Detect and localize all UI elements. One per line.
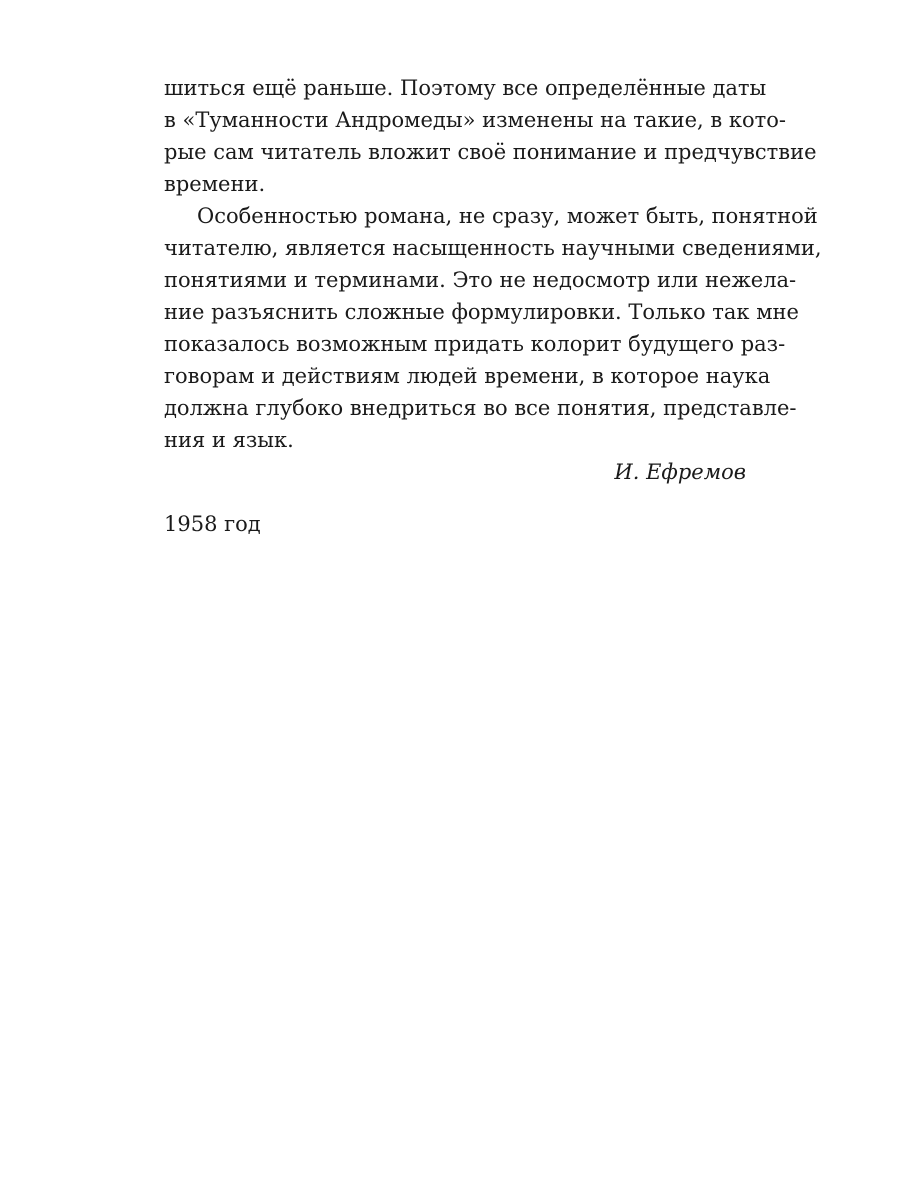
paragraph-line: шиться ещё раньше. Поэтому все определённые даты — [164, 76, 767, 100]
paragraph-line: читателю, является насыщенность научными сведениями, — [164, 236, 822, 260]
paragraph-line: должна глубоко внедриться во все понятия, представле- — [164, 396, 797, 420]
paragraph-line: говорам и действиям людей времени, в которое наука — [164, 364, 771, 388]
paragraph-line: времени. — [164, 172, 266, 196]
paragraph-line: рые сам читатель вложит своё понимание и предчувствие — [164, 140, 817, 164]
paragraph-line: в «Туманности Андромеды» изменены на такие, в кото- — [164, 108, 786, 132]
date-line: 1958 год — [164, 512, 261, 536]
paragraph-line: понятиями и терминами. Это не недосмотр или нежела- — [164, 268, 797, 292]
paragraph-line: ние разъяснить сложные формулировки. Только так мне — [164, 300, 799, 324]
paragraph-line: показалось возможным придать колорит будущего раз- — [164, 332, 786, 356]
author-signature: И. Ефремов — [614, 460, 746, 484]
paragraph-line: ния и язык. — [164, 428, 294, 452]
paragraph-line: Особенностью романа, не сразу, может быть, понятной — [197, 204, 818, 228]
